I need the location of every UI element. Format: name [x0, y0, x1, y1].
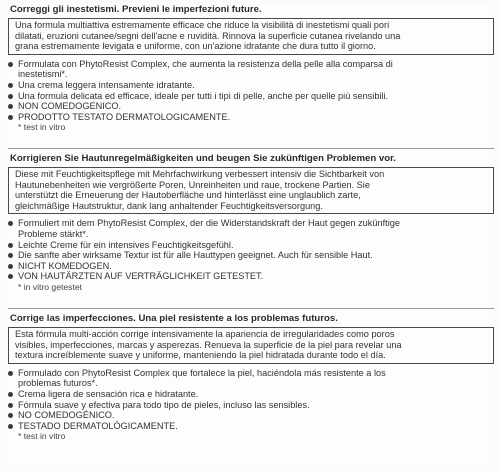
description-line: dilatati, eruzioni cutanee/segni dell'acne e ruvidità. Rinnova la superficie cutanea rivelando una [15, 30, 401, 41]
description-box [8, 327, 494, 364]
footnote: * in vitro getestet [18, 281, 83, 292]
bullet-icon [8, 221, 13, 226]
section-divider [8, 308, 494, 309]
list-item: Una crema leggera intensamente idratante. [8, 80, 494, 91]
list-item: Formulado con PhytoResist Complex que fortalece la piel, haciéndola más resistente a los problemas futuros*. [8, 368, 494, 389]
footnote: * test in vitro [18, 122, 66, 133]
section-spanish [8, 313, 494, 441]
description-line: grana estremamente levigata e uniforme, con un'azione idratante che dura tutto il giorno. [15, 41, 376, 52]
list-item: Die sanfte aber wirksame Textur ist für alle Hauttypen geeignet. Auch für sensible Haut. [8, 250, 494, 261]
bullet-icon [8, 274, 13, 279]
description-line: Una formula multiattiva estremamente efficace che riduce la visibilità di inestetismi quali pori [15, 20, 390, 30]
list-item: Fórmula suave y efectiva para todo tipo de pieles, incluso las sensibles. [8, 400, 494, 411]
bullet-icon [8, 424, 13, 429]
list-item: NON COMEDOGENICO. [8, 101, 494, 112]
bullet-icon [8, 94, 13, 99]
bullet-icon [8, 243, 13, 248]
description-box [8, 18, 494, 55]
section-italian [8, 4, 494, 132]
list-item: Leichte Creme für ein intensives Feuchtigkeitsgefühl. [8, 240, 494, 251]
description-line: Esta fórmula multi-acción corrige intensivamente la apariencia de irregularidades como poros [15, 329, 395, 339]
bullet-icon [8, 62, 13, 67]
bullet-icon [8, 392, 13, 397]
bullet-icon [8, 104, 13, 109]
bullet-icon [8, 115, 13, 120]
list-item: Crema ligera de sensación rica e hidratante. [8, 389, 494, 400]
list-item: PRODOTTO TESTATO DERMATOLOGICAMENTE. [8, 112, 494, 123]
bullet-icon [8, 83, 13, 88]
section-heading: Correggi gli inestetismi. Previeni le imperfezioni future. [10, 4, 262, 15]
section-heading: Corrige las imperfecciones. Una piel resistente a los problemas futuros. [10, 313, 338, 324]
list-item: Formuliert mit dem PhytoResist Complex, der die Widerstandskraft der Haut gegen zukünftige Probleme stärkt*. [8, 218, 494, 239]
feature-list [8, 59, 494, 123]
section-german [8, 153, 494, 292]
bullet-icon [8, 253, 13, 258]
feature-list [8, 218, 494, 282]
bullet-icon [8, 413, 13, 418]
bullet-icon [8, 403, 13, 408]
list-item: TESTADO DERMATOLÓGICAMENTE. [8, 421, 494, 432]
section-heading: Korrigieren Sie Hautunregelmäßigkeiten und beugen Sie zukünftigen Problemen vor. [10, 153, 396, 164]
footnote: * test in vitro [18, 431, 66, 442]
list-item: NICHT KOMEDOGEN. [8, 261, 494, 272]
bullet-icon [8, 371, 13, 376]
description-line: unterstützt die Erneuerung der Hautoberfläche und hinterlässt eine unglaublich zarte, [15, 190, 361, 201]
list-item: VON HAUTÄRZTEN AUF VERTRÄGLICHKEIT GETESTET. [8, 271, 494, 282]
list-item: NO COMEDOGÉNICO. [8, 410, 494, 421]
list-item: Una formula delicata ed efficace, ideale per tutti i tipi di pelle, anche per quelle più sensibili. [8, 91, 494, 102]
section-divider [8, 148, 494, 149]
description-line: Diese mit Feuchtigkeitspflege mit Mehrfachwirkung verbessert intensiv die Sichtbarkeit von [15, 169, 385, 179]
feature-list [8, 368, 494, 432]
list-item: Formulata con PhytoResist Complex, che aumenta la resistenza della pelle alla comparsa di inestetismi*. [8, 59, 494, 80]
document-page [8, 4, 494, 468]
bullet-icon [8, 264, 13, 269]
description-line: visibles, imperfecciones, marcas y asperezas. Renueva la superficie de la piel para revelar una [15, 339, 402, 350]
description-box [8, 167, 494, 214]
description-line: textura increíblemente suave y uniforme, manteniendo la piel hidratada durante todo el día. [15, 350, 386, 361]
description-line: Hautunebenheiten wie vergrößerte Poren, Unreinheiten und raue, trockene Partien. Sie [15, 179, 370, 190]
description-line: gleichmäßige Hautstruktur, dank lang anhaltender Feuchtigkeitsversorgung. [15, 200, 323, 211]
